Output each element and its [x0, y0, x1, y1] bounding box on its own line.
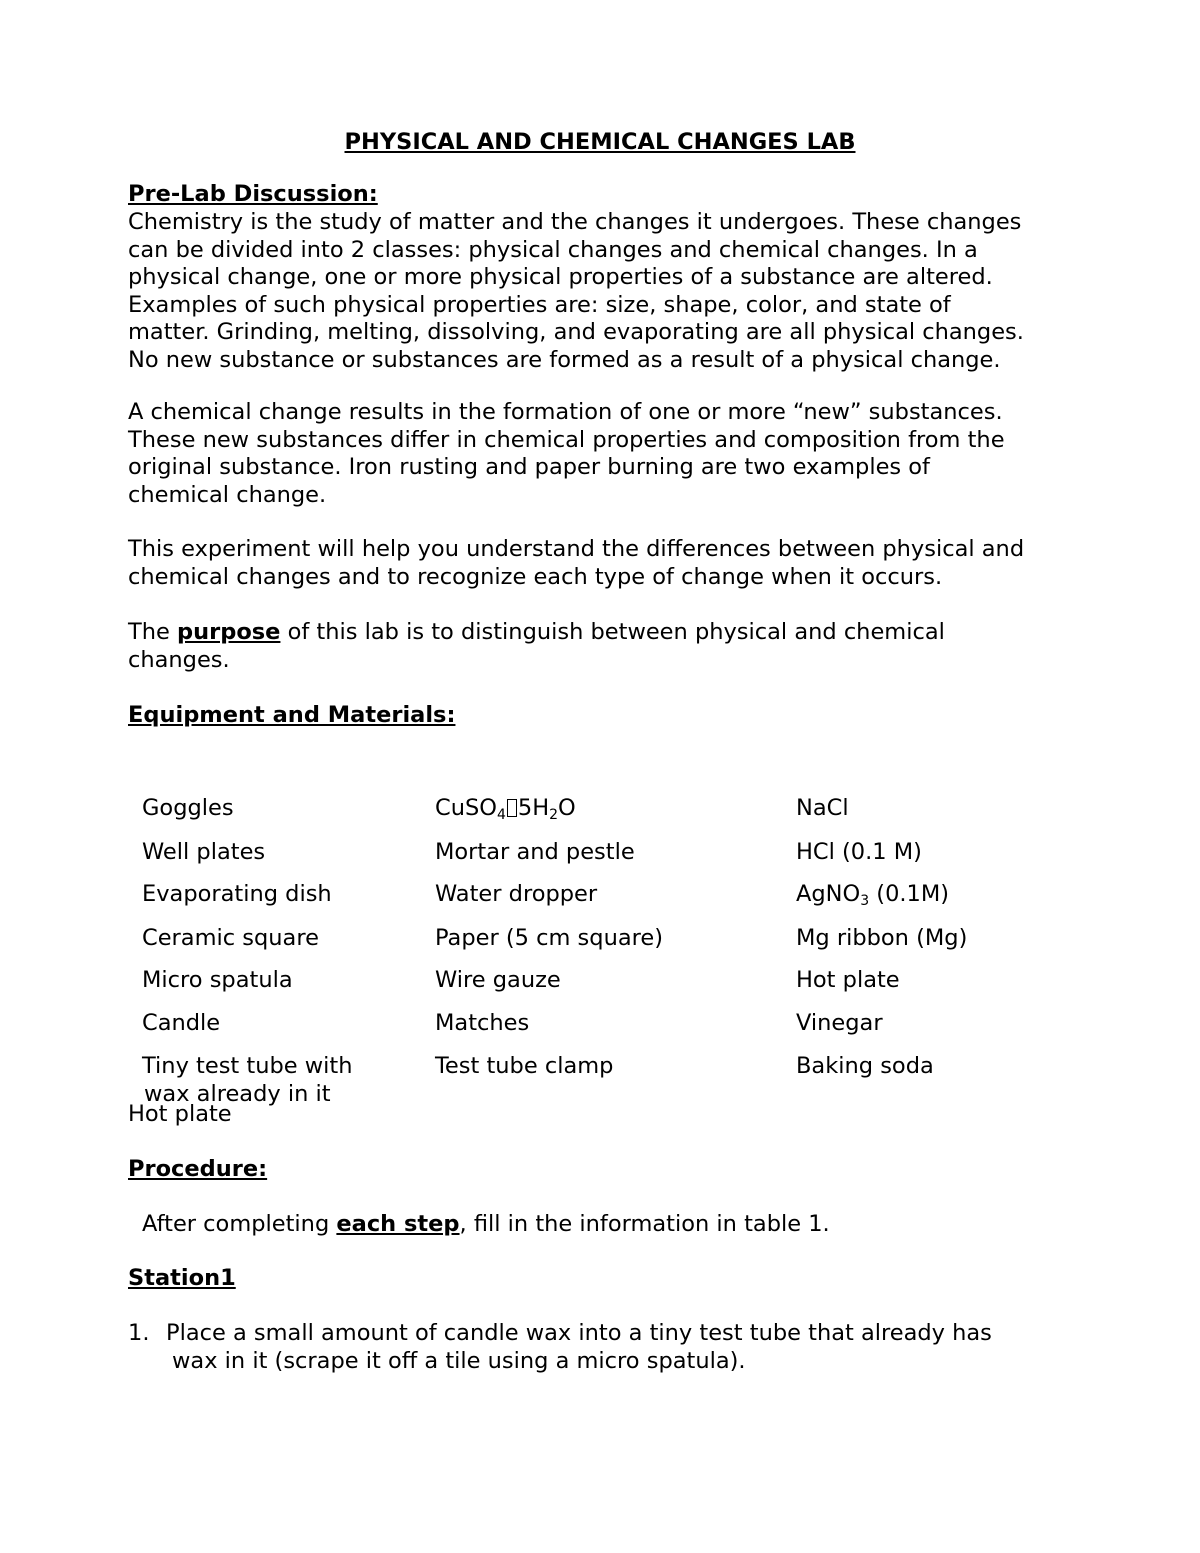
equipment-item: wax already in it [144, 1081, 331, 1107]
equipment-item: Candle [142, 1010, 221, 1036]
equipment-item: Hot plate [796, 967, 900, 993]
text-line: original substance. Iron rusting and paper burning are two examples of [128, 454, 930, 480]
equipment-item-extra: Hot plate [128, 1101, 232, 1127]
equipment-item: NaCl [796, 795, 849, 821]
equipment-item: Ceramic square [142, 925, 319, 951]
procedure-intro [142, 1210, 830, 1238]
text-line: chemical change. [128, 481, 327, 508]
equipment-item: Micro spatula [142, 967, 293, 993]
intro-emphasis: each step [336, 1211, 460, 1237]
prelab-paragraph-1 [128, 209, 1024, 374]
equipment-item: Mg ribbon (Mg) [796, 925, 968, 951]
equipment-item: Matches [435, 1010, 530, 1036]
formula-subscript: 3 [860, 893, 870, 909]
text-line: These new substances differ in chemical properties and composition from the [128, 426, 1005, 453]
text-line: This experiment will help you understand the differences between physical and [128, 536, 1025, 562]
formula-subscript: 4 [496, 807, 506, 823]
page-title: PHYSICAL AND CHEMICAL CHANGES LAB [344, 129, 856, 155]
prelab-heading: Pre-Lab Discussion: [128, 181, 378, 207]
equipment-item: Well plates [142, 839, 266, 865]
formula-part: (0.1M) [869, 881, 950, 907]
text-line: Chemistry is the study of matter and the changes it undergoes. These changes [128, 209, 1022, 235]
purpose-paragraph [128, 619, 945, 674]
text-line [128, 619, 945, 647]
equipment-item: Mortar and pestle [435, 839, 635, 865]
intro-text: , fill in the information in table 1. [459, 1211, 830, 1237]
text-line: changes. [128, 646, 230, 673]
separator-glyph-icon [507, 799, 517, 817]
purpose-post: of this lab is to distinguish between physical and chemical [280, 619, 945, 645]
text-line: Examples of such physical properties are: size, shape, color, and state of [128, 291, 951, 318]
text-line: physical change, one or more physical properties of a substance are altered. [128, 264, 993, 290]
equipment-item: Tiny test tube with [142, 1053, 353, 1079]
formula-part: O [558, 795, 576, 821]
equipment-item: Wire gauze [435, 967, 561, 993]
prelab-paragraph-2 [128, 399, 1005, 509]
equipment-item: Vinegar [796, 1010, 883, 1036]
equipment-item: Baking soda [796, 1053, 934, 1079]
formula-part: CuSO [435, 795, 497, 821]
equipment-item-formula [435, 794, 576, 822]
equipment-item: Test tube clamp [435, 1053, 614, 1079]
equipment-item: HCl (0.1 M) [796, 839, 922, 865]
text-line: can be divided into 2 classes: physical changes and chemical changes. In a [128, 236, 978, 263]
step-number: 1. [128, 1320, 150, 1346]
formula-subscript: 2 [549, 807, 559, 823]
station-heading: Station1 [128, 1265, 236, 1291]
equipment-item: Evaporating dish [142, 881, 332, 907]
formula-part: 5H [517, 795, 550, 821]
prelab-paragraph-3 [128, 536, 1024, 591]
equipment-item: Paper (5 cm square) [435, 925, 663, 951]
formula-part: AgNO [796, 881, 861, 907]
equipment-item-formula [796, 880, 949, 908]
equipment-heading: Equipment and Materials: [128, 702, 456, 728]
step-text-line: wax in it (scrape it off a tile using a micro spatula). [172, 1348, 746, 1374]
purpose-pre: The [128, 619, 177, 645]
text-line: chemical changes and to recognize each type of change when it occurs. [128, 563, 943, 590]
text-line: A chemical change results in the formation of one or more “new” substances. [128, 399, 1003, 425]
equipment-item: Water dropper [435, 881, 598, 907]
text-line: No new substance or substances are formed as a result of a physical change. [128, 346, 1001, 373]
intro-text: After completing [142, 1211, 337, 1237]
procedure-heading: Procedure: [128, 1156, 268, 1182]
equipment-item: Goggles [142, 795, 234, 821]
purpose-keyword: purpose [177, 619, 281, 645]
step-text-line: Place a small amount of candle wax into a tiny test tube that already has [166, 1320, 992, 1346]
text-line: matter. Grinding, melting, dissolving, and evaporating are all physical changes. [128, 319, 1024, 345]
